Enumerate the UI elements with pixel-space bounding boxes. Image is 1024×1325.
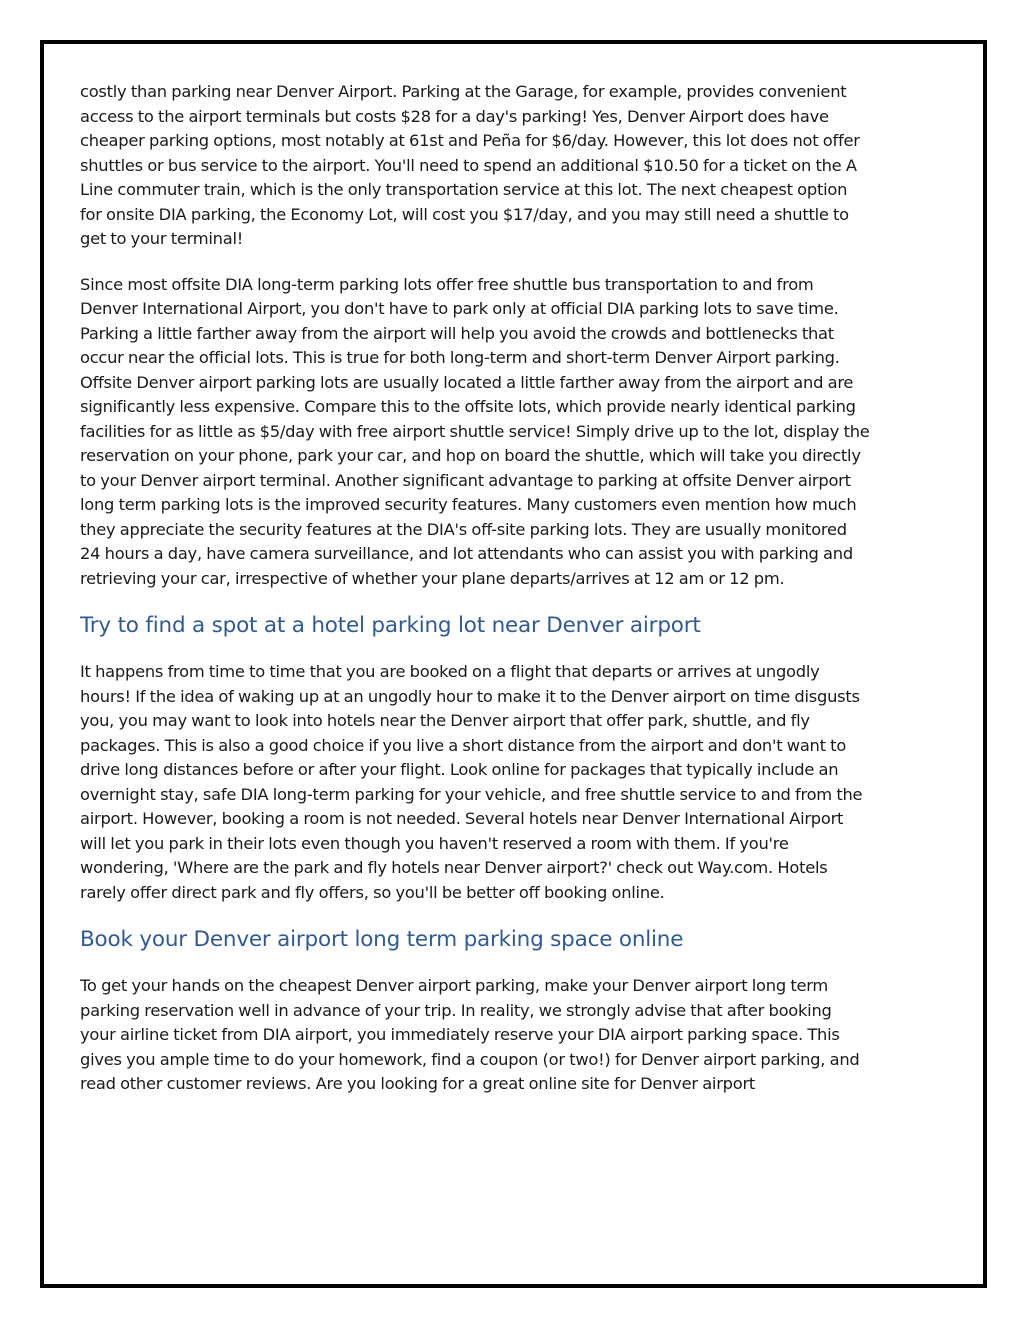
paragraph-book-online: To get your hands on the cheapest Denver airport parking, make your Denver airport long term parking reservation well in advance of your trip. In reality, we strongly advise that after booking your airline ticket from DIA airport, you immediately reserve your DIA airport parking space. This gives you ample time to do your homework, find a coupon (or two!) for Denver airport parking, and read other customer reviews. Are you looking for a great online site for Denver airport: [80, 976, 860, 1093]
paragraph-garage-costs: costly than parking near Denver Airport. Parking at the Garage, for example, provides convenient access to the airport terminals but costs $28 for a day's parking! Yes, Denver Airport does have cheaper parking options, most notably at 61st and Peña for $6/day. However, this lot does not offer shuttles or bus service to the airport. You'll need to spend an additional $10.50 for a ticket on the A Line commuter train, which is the only transportation service at this lot. The next cheapest option for onsite DIA parking, the Economy Lot, will cost you $17/day, and you may still need a shuttle to get to your terminal!: [80, 82, 860, 248]
heading-book-online: Book your Denver airport long term parking space online: [80, 927, 684, 952]
paragraph-offsite-lots: Since most offsite DIA long-term parking lots offer free shuttle bus transportation to and from Denver International Airport, you don't have to park only at official DIA parking lots to save time. Parking a little farther away from the airport will help you avoid the crowds and bottlenecks that occur near the official lots. This is true for both long-term and short-term Denver Airport parking. Offsite Denver airport parking lots are usually located a little farther away from the airport and are significantly less expensive. Compare this to the offsite lots, which provide nearly identical parking facilities for as little as $5/day with free airport shuttle service! Simply drive up to the lot, display the reservation on your phone, park your car, and hop on board the shuttle, which will take you directly to your Denver airport terminal. Another significant advantage to parking at offsite Denver airport long term parking lots is the improved security features. Many customers even mention how much they appreciate the security features at the DIA's off-site parking lots. They are usually monitored 24 hours a day, have camera surveillance, and lot attendants who can assist you with parking and retrieving your car, irrespective of whether your plane departs/arrives at 12 am or 12 pm.: [80, 274, 870, 588]
heading-hotel-parking: Try to find a spot at a hotel parking lot near Denver airport: [80, 613, 701, 638]
paragraph-hotel-parking: It happens from time to time that you are booked on a flight that departs or arrives at ungodly hours! If the idea of waking up at an ungodly hour to make it to the Denver airport on time disgusts you, you may want to look into hotels near the Denver airport that offer park, shuttle, and fly packages. This is also a good choice if you live a short distance from the airport and don't want to drive long distances before or after your flight. Look online for packages that typically include an overnight stay, safe DIA long-term parking for your vehicle, and free shuttle service to and from the airport. However, booking a room is not needed. Several hotels near Denver International Airport will let you park in their lots even though you haven't reserved a room with them. If you're wondering, 'Where are the park and fly hotels near Denver airport?' check out Way.com. Hotels rarely offer direct park and fly offers, so you'll be better off booking online.: [80, 662, 863, 902]
document-body: [80, 80, 870, 1118]
